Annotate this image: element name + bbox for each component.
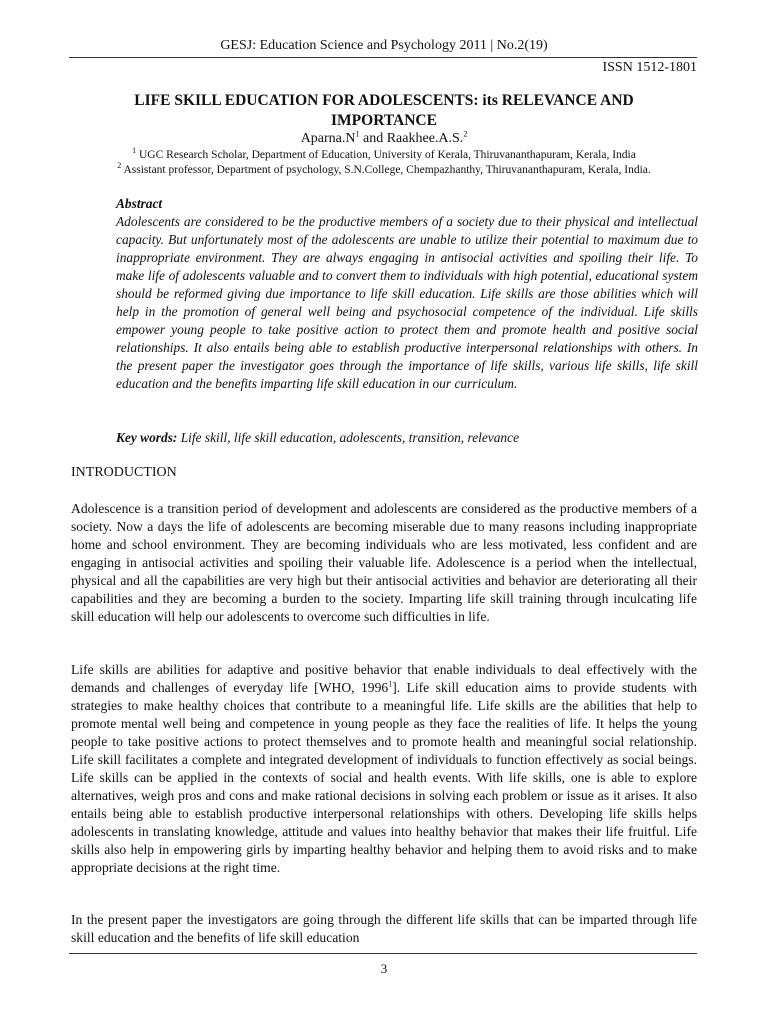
body-paragraph-2 [71, 661, 697, 877]
affiliation-1-text: UGC Research Scholar, Department of Education, University of Kerala, Thiruvananthapuram, Kerala, India [136, 149, 636, 161]
body-paragraph-1: Adolescence is a transition period of development and adolescents are considered as the productive members of a society. Now a days the life of adolescents are becoming miserable due to many reasons including inappropriate home and school environment. They are becoming individuals who are less motivated, less confident and are engaging in antisocial activities and spoiling their valuable life. Adolescence is a period when the intellectual, physical and all the capabilities are very high but their antisocial activities and behavior are deteriorating all their capabilities and they are becoming a burden to the society. Imparting life skill training through inculcating life skill education will help our adolescents to overcome such difficulties in life. [71, 501, 697, 624]
section-heading-introduction: INTRODUCTION [71, 465, 177, 480]
author-2-sup: 2 [463, 129, 468, 139]
abstract-block [116, 195, 698, 393]
body-paragraph-2-part-b: ]. Life skill education aims to provide students with strategies to make healthy choices that contribute to a meaningful life. Life skills are the abilities that help to promote mental well being and competence in young people as they face the realities of life. It helps the young people to take positive actions to protect themselves and to promote health and meaningful social relationship. Life skill facilitates a complete and integrated development of individuals to function effectively as social beings. Life skills can be applied in the contexts of social and health events. With life skills, one is able to explore alternatives, weigh pros and cons and make rational decisions in solving each problem or issue as it arises. It also entails being able to establish productive interpersonal relationships with others. Developing life skills helps adolescents in translating knowledge, attitude and values into healthy behavior that makes their life fruitful. Life skills also help in empowering girls by imparting healthy behavior and helping them to avoid risks and to make appropriate decisions at the right time. [71, 680, 698, 875]
body-paragraph-2-part-a: Life skills are abilities for adaptive and positive behavior that enable individuals to deal effectively with the demands and challenges of everyday life [WHO, 1996 [71, 662, 697, 695]
running-head: GESJ: Education Science and Psychology 2011 | No.2(19) [220, 38, 548, 53]
citation-sup: 1 [388, 679, 393, 689]
abstract-text: Adolescents are considered to be the productive members of a society due to their physical and intellectual capacity. But unfortunately most of the adolescents are unable to utilize their potential to maximum due to inappropriate environment. They are always engaging in antisocial activities and spoiling their life. To make life of adolescents valuable and to convert them to individuals with high potential, educational system should be reformed giving due importance to life skill education. Life skills are those abilities which will help in the promotion of general well being and psychosocial competence of the individual. Life skills empower young people to take positive action to protect them and promote health and positive social relationships. It also entails being able to establish productive interpersonal relationships with others. In the present paper the investigator goes through the importance of life skills, various life skills, life skill education and the benefits imparting life skill education in our curriculum. [116, 214, 698, 391]
article-title: LIFE SKILL EDUCATION FOR ADOLESCENTS: its RELEVANCE AND IMPORTANCE [134, 92, 634, 129]
affiliation-2-sup: 2 [117, 161, 122, 171]
affiliation-1 [0, 148, 768, 163]
affiliation-1-sup: 1 [132, 146, 137, 156]
footer-rule [69, 953, 697, 954]
author-1: Aparna.N [300, 131, 356, 146]
author-2: Raakhee.A.S. [386, 131, 464, 146]
page-number: 3 [380, 961, 388, 976]
abstract-label: Abstract [116, 196, 163, 211]
header-rule [69, 57, 697, 58]
body-paragraph-3: In the present paper the investigators are going through the different life skills that can be imparted through life skill education and the benefits of life skill education [71, 912, 697, 945]
author-1-sup: 1 [355, 129, 360, 139]
affiliation-2-text: Assistant professor, Department of psychology, S.N.College, Chempazhanthy, Thiruvananthapuram, Kerala, India. [121, 164, 651, 176]
affiliation-2 [0, 163, 768, 178]
authors-line [0, 130, 768, 148]
author-and: and [359, 131, 387, 146]
keywords-text: Life skill, life skill education, adolescents, transition, relevance [177, 430, 520, 445]
keywords-label: Key words: [116, 430, 178, 445]
issn: ISSN 1512-1801 [602, 60, 697, 75]
keywords-line [116, 429, 698, 447]
